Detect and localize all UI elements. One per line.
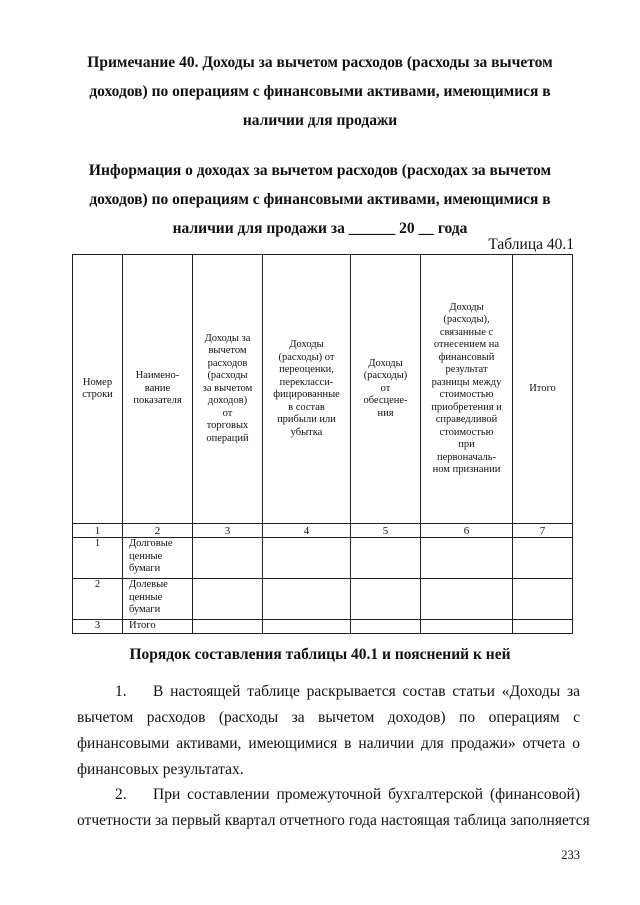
column-header: [123, 255, 193, 524]
note-title-line: доходов) по операциям с финансовыми активами, имеющимися в: [89, 83, 551, 100]
column-number: 5: [351, 524, 421, 538]
column-header-line: вычетом: [208, 345, 247, 357]
column-number: 4: [263, 524, 351, 538]
page-number: 233: [561, 848, 580, 862]
table-cell: [513, 579, 573, 620]
note-title: [60, 48, 580, 135]
column-header-line: Доходы: [289, 339, 324, 350]
table-cell: [193, 538, 263, 579]
column-header-line: за вычетом: [202, 382, 253, 394]
paragraph-line: [77, 782, 580, 808]
column-number: 7: [513, 524, 573, 538]
column-header-line: переоценки,: [279, 364, 334, 375]
column-header-line: от: [222, 407, 233, 419]
table-cell: [351, 620, 421, 634]
table-cell: [193, 620, 263, 634]
column-header-line: торговых: [206, 420, 249, 432]
column-header-line: связанные с: [439, 326, 494, 338]
paragraph-line: финансовых результатах.: [77, 761, 244, 778]
column-header-line: результат: [445, 364, 488, 375]
column-header-line: Доходы: [449, 301, 484, 313]
paragraph-2: [77, 782, 590, 834]
table-row: [73, 579, 573, 620]
row-name-line: бумаги: [129, 563, 161, 574]
table-cell: [513, 538, 573, 579]
column-header: [513, 255, 573, 524]
column-header-line: (расходы) от: [278, 351, 335, 363]
info-title-line: доходов) по операциям с финансовыми активами, имеющимися в: [89, 191, 551, 208]
row-number: 2: [73, 579, 123, 620]
table-cell: [421, 620, 513, 634]
column-header: [193, 255, 263, 524]
note-title-line: наличии для продажи: [242, 112, 398, 129]
column-number: 6: [421, 524, 513, 538]
column-header-line: стоимостью: [439, 426, 494, 438]
column-header-line: перекласси-: [279, 376, 334, 388]
column-header-line: первоначаль-: [436, 451, 497, 463]
note-title-line: Примечание 40. Доходы за вычетом расходов (расходы за вычетом: [87, 54, 553, 71]
column-header-line: (расходы): [363, 370, 408, 382]
paragraph-line: [77, 679, 580, 705]
row-name: [123, 579, 193, 620]
column-header-line: ния: [377, 407, 394, 419]
table-label: Таблица 40.1: [488, 236, 574, 253]
column-header-line: прибыли или: [277, 414, 336, 425]
column-header-line: ном признании: [432, 464, 501, 475]
section-title: Порядок составления таблицы 40.1 и пояснений к ней: [129, 646, 511, 663]
column-number: 3: [193, 524, 263, 538]
paragraph-number: 2.: [115, 786, 127, 803]
table-cell: [263, 579, 351, 620]
table-row: [73, 538, 573, 579]
table-cell: [263, 538, 351, 579]
row-number: 3: [73, 620, 123, 634]
column-header-line: финансовый: [438, 351, 495, 363]
info-title: [60, 156, 580, 243]
column-header: [73, 255, 123, 524]
table-cell: [351, 538, 421, 579]
column-number: 1: [73, 524, 123, 538]
paragraph-text: При составлении промежуточной бухгалтерской (финансовой): [153, 786, 580, 803]
row-name-line: Долевые: [129, 579, 168, 590]
table-header-row: [73, 255, 573, 524]
column-number-row: [73, 524, 573, 538]
table-cell: [421, 579, 513, 620]
column-header-line: от: [380, 382, 391, 394]
paragraph-line: вычетом расходов (расходы за вычетом доходов) по операциям с: [77, 709, 580, 726]
column-header-line: операций: [206, 432, 249, 444]
paragraph-line: отчетности за первый квартал отчетного года настоящая таблица заполняется: [77, 812, 590, 829]
column-header-line: Доходы: [368, 357, 403, 369]
column-header-line: (расходы: [207, 370, 248, 382]
row-name: [123, 538, 193, 579]
column-header-line: доходов): [207, 395, 248, 407]
row-name-line: бумаги: [129, 604, 161, 615]
row-name-line: Итого: [129, 620, 156, 631]
column-header-line: приобретения и: [431, 401, 502, 413]
column-header-line: фицированные: [273, 389, 340, 400]
column-header-line: вание: [144, 382, 171, 394]
column-header-line: отнесением на: [433, 339, 500, 350]
paragraph-1: [77, 679, 580, 783]
column-header-line: строки: [82, 389, 113, 400]
column-header-line: Наимено-: [135, 370, 180, 382]
column-header: [263, 255, 351, 524]
table-cell: [421, 538, 513, 579]
table-cell: [513, 620, 573, 634]
table-cell: [193, 579, 263, 620]
column-header-line: показателя: [133, 395, 182, 407]
column-header-line: при: [458, 439, 475, 450]
column-header-line: стоимостью: [439, 389, 494, 400]
paragraph-line: финансовыми активами, имеющимися в наличии для продажи» отчета о: [77, 735, 580, 752]
row-name-line: ценные: [129, 591, 163, 603]
column-header-line: Доходы за: [204, 332, 251, 344]
info-title-line: наличии для продажи за ______ 20 __ года: [172, 220, 468, 237]
column-header-line: обесцене-: [363, 395, 408, 407]
paragraph-text: В настоящей таблице раскрывается состав статьи «Доходы за: [153, 683, 580, 700]
table-cell: [351, 579, 421, 620]
table-cell: [263, 620, 351, 634]
row-name: [123, 620, 193, 634]
paragraph-number: 1.: [115, 683, 127, 700]
column-number: 2: [123, 524, 193, 538]
column-header-line: разницы между: [431, 376, 502, 388]
column-header-line: справедливой: [435, 414, 498, 425]
info-title-line: Информация о доходах за вычетом расходов (расходах за вычетом: [88, 162, 552, 179]
column-header: [421, 255, 513, 524]
column-header-line: убытка: [290, 426, 323, 438]
row-name-line: ценные: [129, 550, 163, 562]
column-header-line: (расходы),: [443, 314, 490, 325]
column-header-line: Итого: [529, 382, 556, 394]
column-header-line: расходов: [207, 357, 248, 369]
income-table: [72, 254, 573, 634]
column-header-line: Номер: [82, 376, 113, 388]
row-name-line: Долговые: [129, 538, 173, 549]
table-row: [73, 620, 573, 634]
column-header: [351, 255, 421, 524]
column-header-line: в состав: [288, 401, 325, 413]
row-number: 1: [73, 538, 123, 579]
